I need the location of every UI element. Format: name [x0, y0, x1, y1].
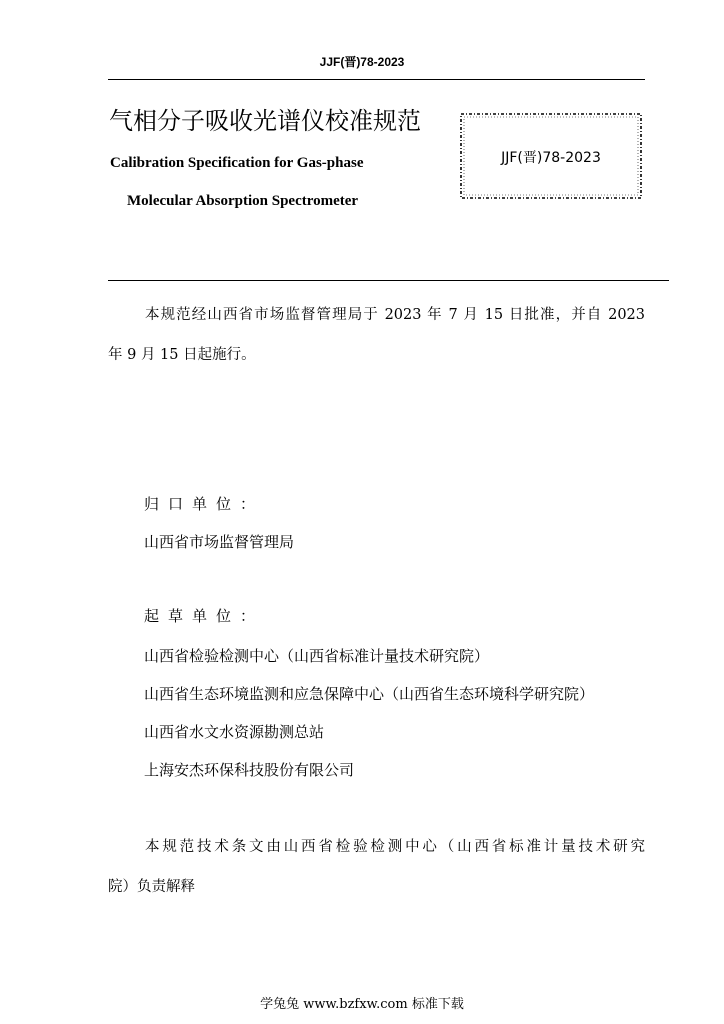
header-standard-code: JJF(晋)78-2023: [319, 55, 405, 69]
footer-watermark-text: 学兔兔 www.bzfxw.com 标准下载: [260, 997, 464, 1012]
approval-statement-line1: 本规范经山西省市场监督管理局于 2023 年 7 月 15 日批准，并自 2023: [145, 307, 645, 323]
document-title-english-line1: Calibration Specification for Gas-phase: [110, 155, 364, 171]
interpretation-statement-line2: 院）负责解释: [108, 879, 195, 895]
interpretation-statement-line1: 本规范技术条文由山西省检验检测中心（山西省标准计量技术研究: [145, 839, 645, 855]
section-rule: [108, 280, 669, 281]
header-rule: [108, 79, 645, 80]
approval-statement-line2: 年 9 月 15 日起施行。: [108, 347, 256, 363]
drafting-unit-label: 起草单位：: [144, 607, 265, 625]
document-title-chinese: 气相分子吸收光谱仪校准规范: [109, 107, 421, 135]
management-unit-label: 归口单位：: [144, 495, 265, 513]
frame-standard-code: JJF(晋)78-2023: [501, 150, 601, 166]
management-unit-name: 山西省市场监督管理局: [144, 533, 295, 551]
drafting-unit-item: 山西省检验检测中心（山西省标准计量技术研究院）: [144, 647, 490, 665]
document-title-english-line2: Molecular Absorption Spectrometer: [127, 193, 359, 209]
drafting-unit-item: 山西省水文水资源勘测总站: [144, 723, 325, 741]
drafting-unit-item: 山西省生态环境监测和应急保障中心（山西省生态环境科学研究院）: [144, 685, 595, 703]
drafting-unit-item: 上海安杰环保科技股份有限公司: [144, 761, 355, 779]
